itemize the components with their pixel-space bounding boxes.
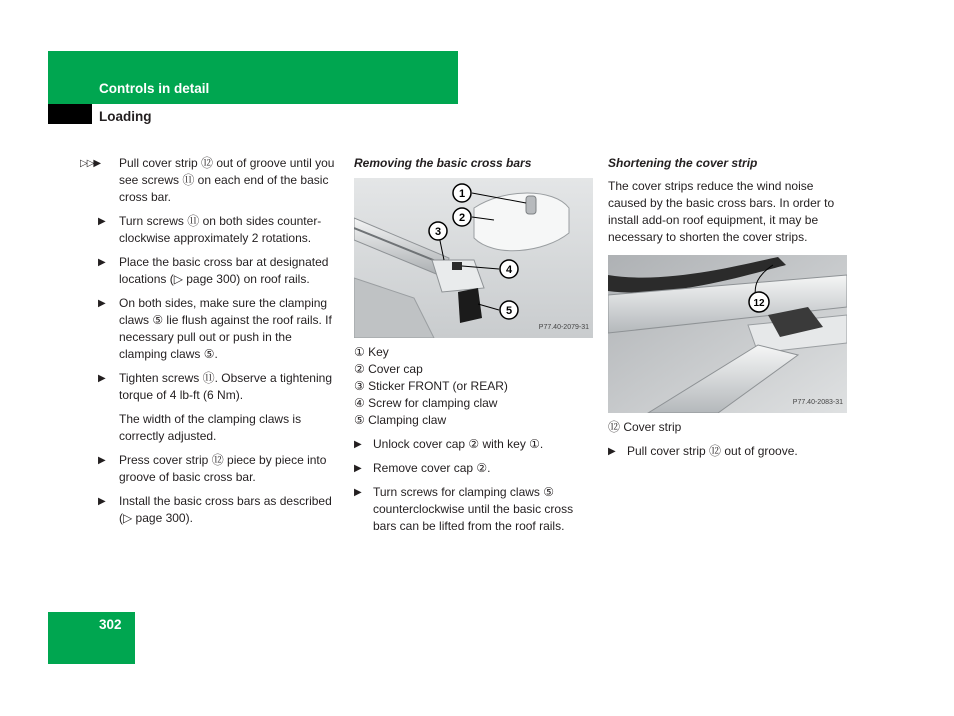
instruction-step	[80, 213, 340, 247]
triangle-bullet-icon: ▶	[98, 216, 106, 227]
chapter-title: Controls in detail	[99, 81, 210, 96]
instruction-step	[354, 460, 594, 477]
callout-3: 3	[434, 226, 442, 238]
triangle-bullet-icon: ▶	[98, 298, 106, 309]
figure-reference: P77.40-2083-31	[792, 399, 843, 406]
instruction-step	[80, 452, 340, 486]
instruction-step	[80, 493, 340, 527]
column-3	[608, 155, 850, 467]
instruction-step	[80, 295, 340, 363]
legend-item-cover-cap: ② Cover cap	[354, 362, 423, 376]
step-text: Place the basic cross bar at designated locations (▷ page 300) on roof rails.	[119, 255, 329, 286]
intro-paragraph: The cover strips reduce the wind noise caused by the basic cross bars. In order to install add-on roof equipment, it may be necessary to shorten the cover strips.	[608, 179, 835, 244]
triangle-bullet-icon: ▶	[98, 455, 106, 466]
callout-12: 12	[753, 298, 765, 309]
note-text: The width of the clamping claws is correctly adjusted.	[119, 412, 302, 443]
cross-bar-illustration	[354, 178, 593, 338]
column-2	[354, 155, 594, 542]
instruction-step	[354, 484, 594, 535]
callout-1: 1	[458, 188, 466, 200]
step-text: On both sides, make sure the clamping claws ⑤ lie flush against the roof rails. If necessary pull out or push in the clamping claws ⑤.	[119, 296, 332, 361]
triangle-bullet-icon: ▶	[354, 463, 362, 474]
legend-item-sticker: ③ Sticker FRONT (or REAR)	[354, 379, 508, 393]
legend-item-screw: ④ Screw for clamping claw	[354, 396, 498, 410]
legend-item-key: ① Key	[354, 345, 389, 359]
step-text: Pull cover strip ⑫ out of groove until you see screws ⑪ on each end of the basic cross bar.	[119, 156, 335, 204]
cross-bar-drawing	[354, 178, 593, 338]
callout-2: 2	[458, 212, 466, 224]
cover-strip-drawing	[608, 255, 847, 413]
instruction-step	[354, 436, 594, 453]
step-text: Unlock cover cap ② with key ①.	[373, 437, 544, 451]
callout-5: 5	[505, 305, 513, 317]
step-text: Turn screws for clamping claws ⑤ counterclockwise until the basic cross bars can be lifted from the roof rails.	[373, 485, 574, 533]
page-number: 302	[99, 617, 122, 632]
cover-strip-illustration	[608, 255, 847, 413]
triangle-bullet-icon: ▶	[354, 439, 362, 450]
instruction-step	[80, 155, 340, 206]
column-1	[80, 155, 340, 534]
continuation-bullet-icon: ▷▷▶	[80, 158, 101, 169]
step-text: Remove cover cap ②.	[373, 461, 491, 475]
section-heading: Removing the basic cross bars	[354, 156, 532, 170]
step-text: Turn screws ⑪ on both sides counter-clockwise approximately 2 rotations.	[119, 214, 322, 245]
triangle-bullet-icon: ▶	[608, 446, 616, 457]
triangle-bullet-icon: ▶	[354, 487, 362, 498]
page-number-band	[48, 612, 135, 664]
figure-reference: P77.40-2079-31	[538, 324, 589, 331]
instruction-step	[608, 443, 850, 460]
legend-item-clamping-claw: ⑤ Clamping claw	[354, 413, 447, 427]
step-text: Install the basic cross bars as described (▷ page 300).	[119, 494, 332, 525]
legend-item-cover-strip: ⑫ Cover strip	[608, 420, 682, 434]
instruction-step	[80, 254, 340, 288]
triangle-bullet-icon: ▶	[98, 373, 106, 384]
section-marker	[48, 104, 92, 124]
triangle-bullet-icon: ▶	[98, 257, 106, 268]
figure-legend	[354, 344, 594, 429]
step-text: Pull cover strip ⑫ out of groove.	[627, 444, 798, 458]
callout-4: 4	[505, 264, 513, 276]
instruction-step	[80, 370, 340, 404]
section-heading: Shortening the cover strip	[608, 156, 758, 170]
figure-legend	[608, 419, 850, 436]
step-text: Press cover strip ⑫ piece by piece into groove of basic cross bar.	[119, 453, 327, 484]
section-title: Loading	[99, 109, 152, 124]
triangle-bullet-icon: ▶	[98, 496, 106, 507]
step-text: Tighten screws ⑪. Observe a tightening torque of 4 lb-ft (6 Nm).	[119, 371, 332, 402]
